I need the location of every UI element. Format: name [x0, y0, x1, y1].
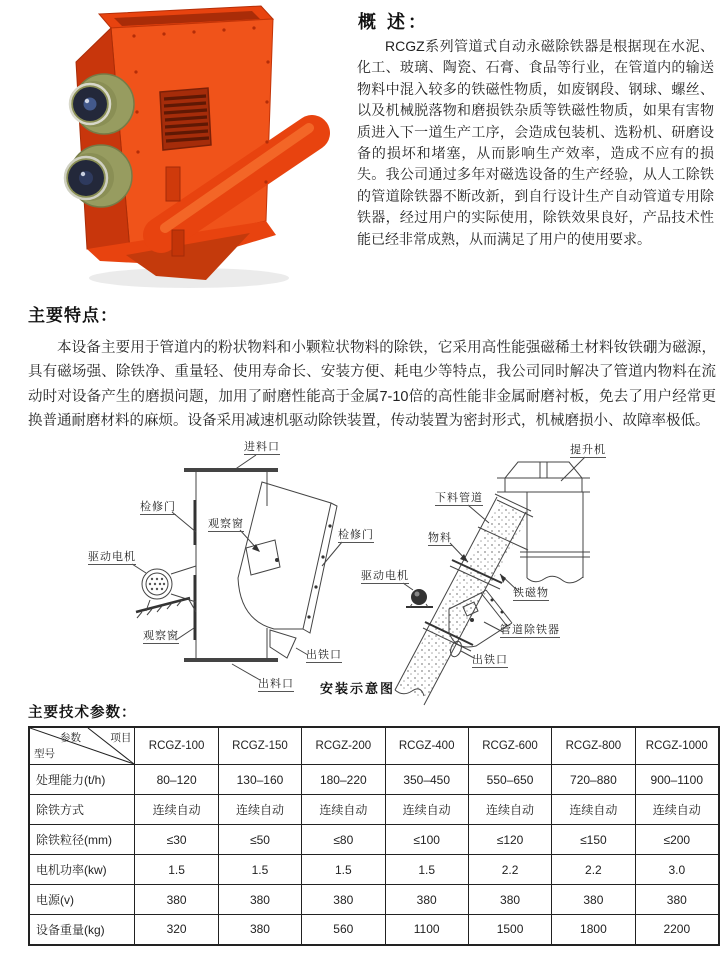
label-drive-motor-right: 驱动电机	[361, 570, 409, 582]
cell: 1.5	[218, 855, 301, 885]
label-iron-outlet-right: 出铁口	[472, 654, 508, 666]
label-access-door-left: 检修门	[140, 501, 176, 513]
cell: 380	[302, 885, 385, 915]
cell: 560	[302, 915, 385, 945]
cell: 380	[218, 885, 301, 915]
product-photo	[24, 2, 332, 296]
table-header-row	[29, 727, 719, 765]
corner-param: 参数	[60, 732, 81, 744]
model-column-header: RCGZ-1000	[635, 727, 719, 765]
cell: 1.5	[385, 855, 468, 885]
label-drive-motor-left: 驱动电机	[88, 551, 136, 563]
features-heading: 主要特点：	[28, 306, 118, 325]
label-feed-inlet: 进料口	[244, 441, 280, 453]
magnet-drum-lower	[65, 145, 132, 207]
cell: 380	[635, 885, 719, 915]
cell: 900–1100	[635, 765, 719, 795]
specs-table	[28, 726, 720, 946]
product-photo-illustration	[24, 2, 332, 296]
cell: 连续自动	[468, 795, 551, 825]
label-material-outlet: 出料口	[258, 678, 294, 690]
cell: 2200	[635, 915, 719, 945]
table-row-capacity	[29, 765, 719, 795]
corner-item: 项目	[110, 732, 132, 744]
cell: 连续自动	[302, 795, 385, 825]
cell: 350–450	[385, 765, 468, 795]
cell: 连续自动	[552, 795, 635, 825]
row-label: 除铁方式	[29, 795, 135, 825]
label-feed-chute: 下料管道	[435, 492, 483, 504]
cell: 380	[135, 885, 218, 915]
diagram-area	[0, 438, 720, 708]
row-label: 处理能力(t/h)	[29, 765, 135, 795]
cell: 1.5	[302, 855, 385, 885]
cell: 连续自动	[135, 795, 218, 825]
cell: 1800	[552, 915, 635, 945]
cell: 380	[385, 885, 468, 915]
label-ferromagnetic-material: 铁磁物	[513, 587, 549, 599]
cell: ≤120	[468, 825, 551, 855]
cell: 380	[552, 885, 635, 915]
label-bucket-elevator: 提升机	[570, 444, 606, 456]
cell: 130–160	[218, 765, 301, 795]
cell: 180–220	[302, 765, 385, 795]
model-column-header: RCGZ-400	[385, 727, 468, 765]
cell: 连续自动	[385, 795, 468, 825]
table-row-particle-size	[29, 825, 719, 855]
cell: 3.0	[635, 855, 719, 885]
cell: 550–650	[468, 765, 551, 795]
row-label: 电机功率(kw)	[29, 855, 135, 885]
cell: ≤100	[385, 825, 468, 855]
cell: 2.2	[552, 855, 635, 885]
cell: 1100	[385, 915, 468, 945]
cell: ≤30	[135, 825, 218, 855]
table-row-power-supply	[29, 885, 719, 915]
label-material: 物料	[428, 532, 452, 544]
cell: 1.5	[135, 855, 218, 885]
left-diagram-lines	[132, 455, 342, 680]
cell: 连续自动	[218, 795, 301, 825]
overview-heading: 概 述：	[358, 12, 430, 32]
cell: 连续自动	[635, 795, 719, 825]
specs-table-wrap	[28, 726, 720, 946]
latch-panel-2	[172, 230, 184, 256]
features-paragraph: 本设备主要用于管道内的粉状物料和小颗粒状物料的除铁，它采用高性能强磁稀土材料钕铁硼为磁源，具有磁场强、除铁净、重量轻、使用寿命长、安装方便、耗电少等特点，我公司同时解决了管道内物料在流动时对设备产生的磨损问题，加用了耐磨性能高于金属7-10倍的高性能非金属耐磨衬板，免去了用户经常更换普通耐磨材料的麻烦。设备采用减速机驱动除铁装置，传动装置为密封形式，机械磨损小、故障率极低。	[28, 340, 716, 430]
left-diagram-caption: 安装示意图	[320, 681, 396, 696]
cell: 380	[468, 885, 551, 915]
row-label: 除铁粒径(mm)	[29, 825, 135, 855]
label-observation-window-lower: 观察窗	[143, 630, 179, 642]
cell: ≤80	[302, 825, 385, 855]
cell: ≤50	[218, 825, 301, 855]
technical-line-drawings	[0, 438, 720, 708]
specs-heading: 主要技术参数：	[28, 705, 137, 721]
table-row-mode	[29, 795, 719, 825]
diagonal-header-cell	[29, 727, 135, 765]
row-label: 设备重量(kg)	[29, 915, 135, 945]
table-row-motor-power	[29, 855, 719, 885]
model-column-header: RCGZ-200	[302, 727, 385, 765]
cell: 80–120	[135, 765, 218, 795]
cell: 720–880	[552, 765, 635, 795]
cell: 380	[218, 915, 301, 945]
cell: 1500	[468, 915, 551, 945]
cell: ≤200	[635, 825, 719, 855]
latch-panel	[166, 167, 180, 201]
label-pipeline-separator: 管道除铁器	[500, 624, 560, 636]
label-access-door-right: 检修门	[338, 529, 374, 541]
cell: 320	[135, 915, 218, 945]
label-observation-window-upper: 观察窗	[208, 518, 244, 530]
model-column-header: RCGZ-150	[218, 727, 301, 765]
cell: ≤150	[552, 825, 635, 855]
row-label: 电源(v)	[29, 885, 135, 915]
model-column-header: RCGZ-100	[135, 727, 218, 765]
overview-paragraph: RCGZ系列管道式自动永磁除铁器是根据现在水泥、化工、玻璃、陶瓷、石膏、食品等行业，在管道内的输送物料中混入较多的铁磁性物质，如废钢段、钢球、螺丝、以及机械脱落物和磨损铁杂质等铁磁性物质，如果有害物质进入下一道生产工序，会造成包装机、选粉机、研磨设备的损坏和堵塞，从而影响生产效率，造成不应有的损失。我公司通过多年对磁选设备的生产经验，从人工除铁的管道除铁器不断改新，到自行设计生产自动管道专用除铁器，经过用户的实际使用，除铁效果良好，产品技术性能已经非常成熟，从而满足了用户的使用要求。	[357, 38, 714, 247]
cell: 2.2	[468, 855, 551, 885]
table-row-weight	[29, 915, 719, 945]
model-column-header: RCGZ-600	[468, 727, 551, 765]
corner-model: 型号	[34, 748, 55, 760]
label-iron-outlet-left: 出铁口	[306, 649, 342, 661]
model-column-header: RCGZ-800	[552, 727, 635, 765]
